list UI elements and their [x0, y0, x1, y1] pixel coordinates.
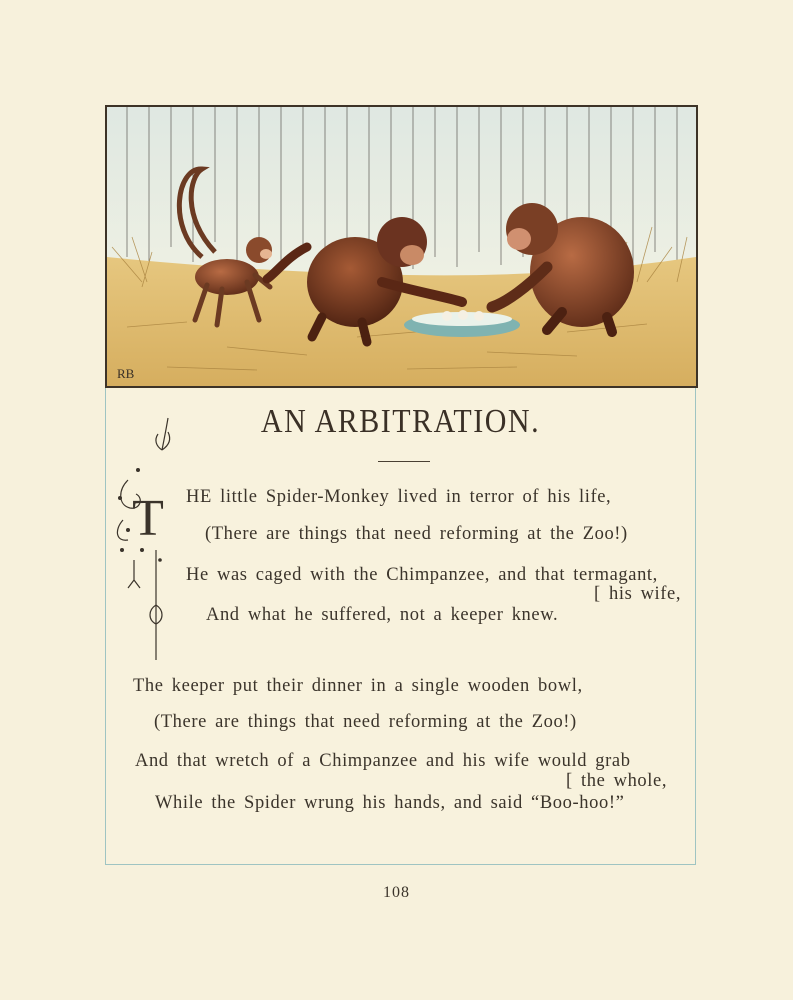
stanza2-line2: (There are things that need reforming at the Zoo!) [154, 712, 577, 732]
stanza2-line3: And that wretch of a Chimpanzee and his wife would grab [135, 751, 631, 771]
stanza1-line4: And what he suffered, not a keeper knew. [206, 605, 559, 625]
illustration-monogram: RB [117, 366, 135, 381]
stanza1-line3: He was caged with the Chimpanzee, and that termagant, [186, 565, 658, 585]
decorated-initial [108, 410, 188, 670]
illustration-monkeys [105, 105, 698, 388]
stanza2-line3-overflow: [ the whole, [566, 771, 668, 791]
title-rule [378, 461, 430, 462]
stanza2-line4: While the Spider wrung his hands, and said “Boo-hoo!” [155, 793, 625, 813]
stanza2-line1: The keeper put their dinner in a single wooden bowl, [133, 676, 583, 696]
stanza1-line3-overflow: [ his wife, [594, 584, 682, 604]
initial-letter: T [132, 490, 164, 547]
stanza1-line2: (There are things that need reforming at the Zoo!) [205, 524, 628, 544]
stanza1-line1: HE little Spider-Monkey lived in terror of his life, [186, 487, 612, 507]
page-number: 108 [383, 884, 410, 901]
poem-title: AN ARBITRATION. [260, 402, 541, 440]
illustration-svg [107, 107, 696, 386]
